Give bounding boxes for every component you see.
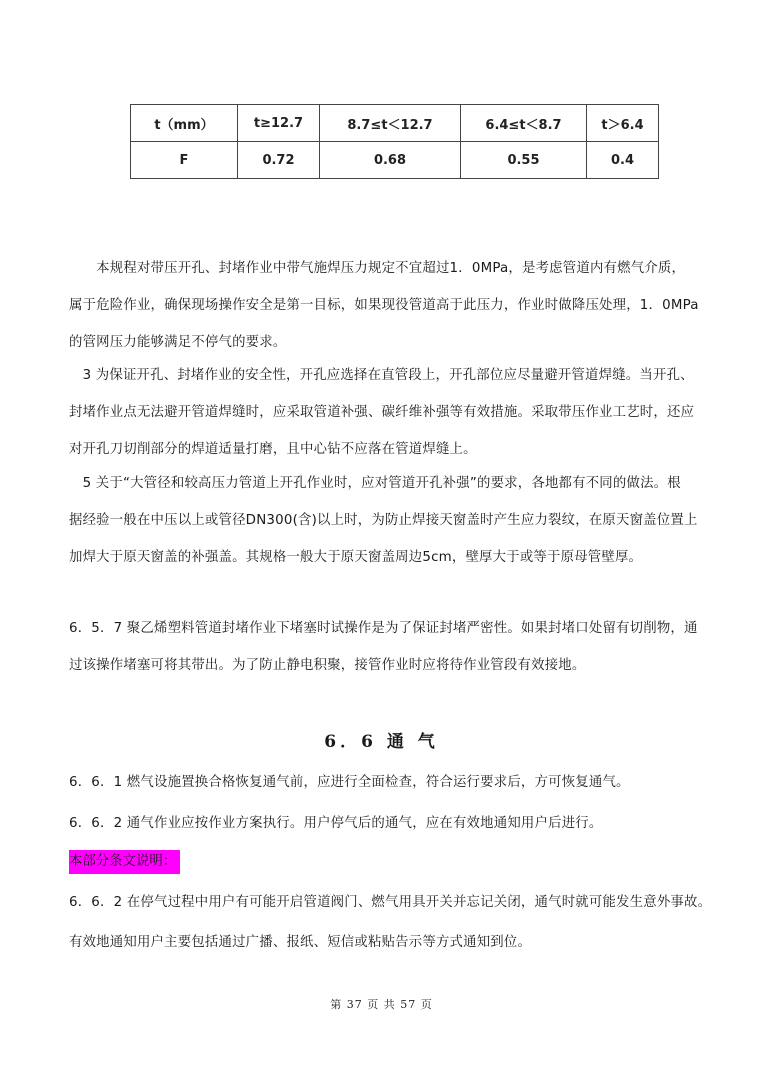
paragraph-6-6-2-explanation	[69, 883, 712, 963]
text-line: 属于危险作业，确保现场操作安全是第一目标，如果现役管道高于此压力，作业时做降压处理，1．0MPa	[69, 298, 699, 313]
paragraph-6-6-2	[69, 805, 699, 842]
page-footer: 第 37 页 共 57 页	[330, 998, 433, 1011]
text-line: 对开孔刀切削部分的焊道适量打磨，且中心钻不应落在管道焊缝上。	[69, 442, 477, 457]
table-cell: t（mm）	[131, 105, 238, 142]
paragraph-6-5-7	[69, 610, 699, 684]
text-line: 6．5．7 聚乙烯塑料管道封堵作业下堵塞时试操作是为了保证封堵严密性。如果封堵口处留有切削物，通	[69, 621, 698, 636]
table-cell: 6.4≤t＜8.7	[461, 105, 587, 142]
table-cell: F	[131, 142, 238, 179]
text-line: 有效地通知用户主要包括通过广播、报纸、短信或粘贴告示等方式通知到位。	[69, 935, 532, 950]
text-line: 加焊大于原天窗盖的补强盖。其规格一般大于原天窗盖周边5cm，壁厚大于或等于原母管壁厚。	[69, 550, 643, 565]
text-line: 封堵作业点无法避开管道焊缝时，应采取管道补强、碳纤维补强等有效措施。采取带压作业工艺时，还应	[69, 405, 695, 420]
text-line: 的管网压力能够满足不停气的要求。	[69, 335, 287, 350]
thickness-factor-table	[130, 104, 659, 179]
text-line: 5 关于“大管径和较高压力管道上开孔作业时，应对管道开孔补强”的要求，各地都有不同的做法。根	[69, 476, 681, 491]
table-cell: 8.7≤t＜12.7	[320, 105, 461, 142]
table-cell: 0.4	[587, 142, 659, 179]
section-heading: 6．6 通 气	[324, 732, 439, 752]
table-cell: 0.72	[238, 142, 320, 179]
text-line: 6．6．1 燃气设施置换合格恢复通气前，应进行全面检查，符合运行要求后，方可恢复通气。	[69, 775, 630, 790]
text-line: 6．6．2 通气作业应按作业方案执行。用户停气后的通气，应在有效地通知用户后进行。	[69, 816, 603, 831]
table-row	[131, 142, 659, 179]
table-header-row	[131, 105, 659, 142]
paragraph-item-3	[69, 357, 699, 468]
text-line: 本规程对带压开孔、封堵作业中带气施焊压力规定不宜超过1．0MPa，是考虑管道内有燃气介质，	[69, 261, 686, 276]
text-line: 3 为保证开孔、封堵作业的安全性，开孔应选择在直管段上，开孔部位应尽量避开管道焊缝。当开孔、	[69, 368, 694, 383]
highlighted-label: 本部分条文说明：	[69, 850, 180, 874]
table-cell: 0.55	[461, 142, 587, 179]
paragraph-6-6-1	[69, 764, 699, 801]
text-line: 6．6．2 在停气过程中用户有可能开启管道阀门、燃气用具开关并忘记关闭，通气时就可能发生意外事故。	[69, 895, 712, 910]
paragraph-pressure-limit	[69, 250, 699, 361]
text-line: 据经验一般在中压以上或管径DN300(含)以上时，为防止焊接天窗盖时产生应力裂纹，在原天窗盖位置上	[69, 513, 698, 528]
table-cell: t≥12.7	[238, 105, 320, 142]
table-cell: 0.68	[320, 142, 461, 179]
paragraph-item-5	[69, 465, 699, 576]
table-cell: t＞6.4	[587, 105, 659, 142]
text-line: 过该操作堵塞可将其带出。为了防止静电积聚，接管作业时应将待作业管段有效接地。	[69, 658, 586, 673]
